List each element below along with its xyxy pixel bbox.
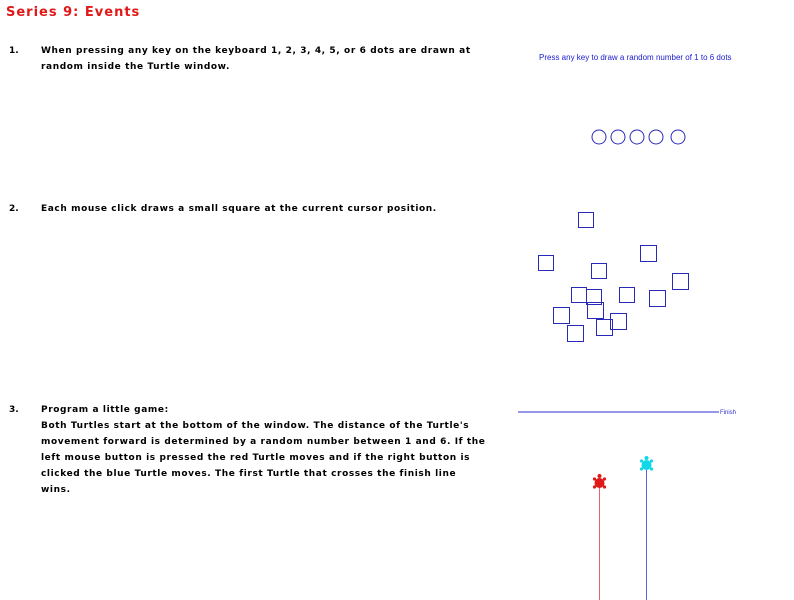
square bbox=[568, 326, 584, 342]
exercise-3-line: movement forward is determined by a random number between 1 and 6. If the bbox=[41, 437, 486, 447]
blue-turtle-icon bbox=[640, 456, 653, 471]
exercise-2-text bbox=[41, 201, 461, 217]
exercise-3-text bbox=[41, 402, 486, 498]
square bbox=[554, 308, 570, 324]
dot bbox=[611, 130, 625, 144]
exercise-3-line: left mouse button is pressed the red Turtle moves and if the right button is bbox=[41, 453, 471, 463]
exercise-3-number: 3. bbox=[9, 405, 19, 415]
square bbox=[673, 274, 689, 290]
square bbox=[650, 291, 666, 307]
exercise-1-line: When pressing any key on the keyboard 1, 2, 3, 4, 5, or 6 dots are drawn at bbox=[41, 46, 471, 56]
exercise-3-line: Both Turtles start at the bottom of the window. The distance of the Turtle's bbox=[41, 421, 470, 431]
dot bbox=[630, 130, 644, 144]
exercise-3-line: clicked the blue Turtle moves. The first Turtle that crosses the finish line bbox=[41, 469, 457, 479]
dot bbox=[592, 130, 606, 144]
square bbox=[579, 213, 594, 228]
figure-1-dots bbox=[585, 125, 695, 151]
exercise-3-line: Program a little game: bbox=[41, 405, 169, 415]
square bbox=[572, 288, 587, 303]
finish-label: Finish bbox=[720, 410, 737, 416]
exercise-3-line: wins. bbox=[41, 485, 71, 495]
square bbox=[620, 288, 635, 303]
figure-1-caption: Press any key to draw a random number of 1 to 6 dots bbox=[539, 53, 732, 62]
exercise-2-line: Each mouse click draws a small square at the current cursor position. bbox=[41, 204, 437, 214]
page-title: Series 9: Events bbox=[6, 5, 141, 20]
square bbox=[641, 246, 657, 262]
exercise-1-line: random inside the Turtle window. bbox=[41, 62, 231, 72]
dot bbox=[649, 130, 663, 144]
exercise-1-number: 1. bbox=[9, 46, 19, 56]
exercise-2-number: 2. bbox=[9, 204, 19, 214]
dot bbox=[671, 130, 685, 144]
square bbox=[592, 264, 607, 279]
exercise-1-text bbox=[41, 43, 471, 75]
red-turtle-icon bbox=[593, 474, 606, 489]
figure-2-squares bbox=[530, 205, 695, 345]
square bbox=[539, 256, 554, 271]
figure-3-race bbox=[515, 404, 755, 600]
